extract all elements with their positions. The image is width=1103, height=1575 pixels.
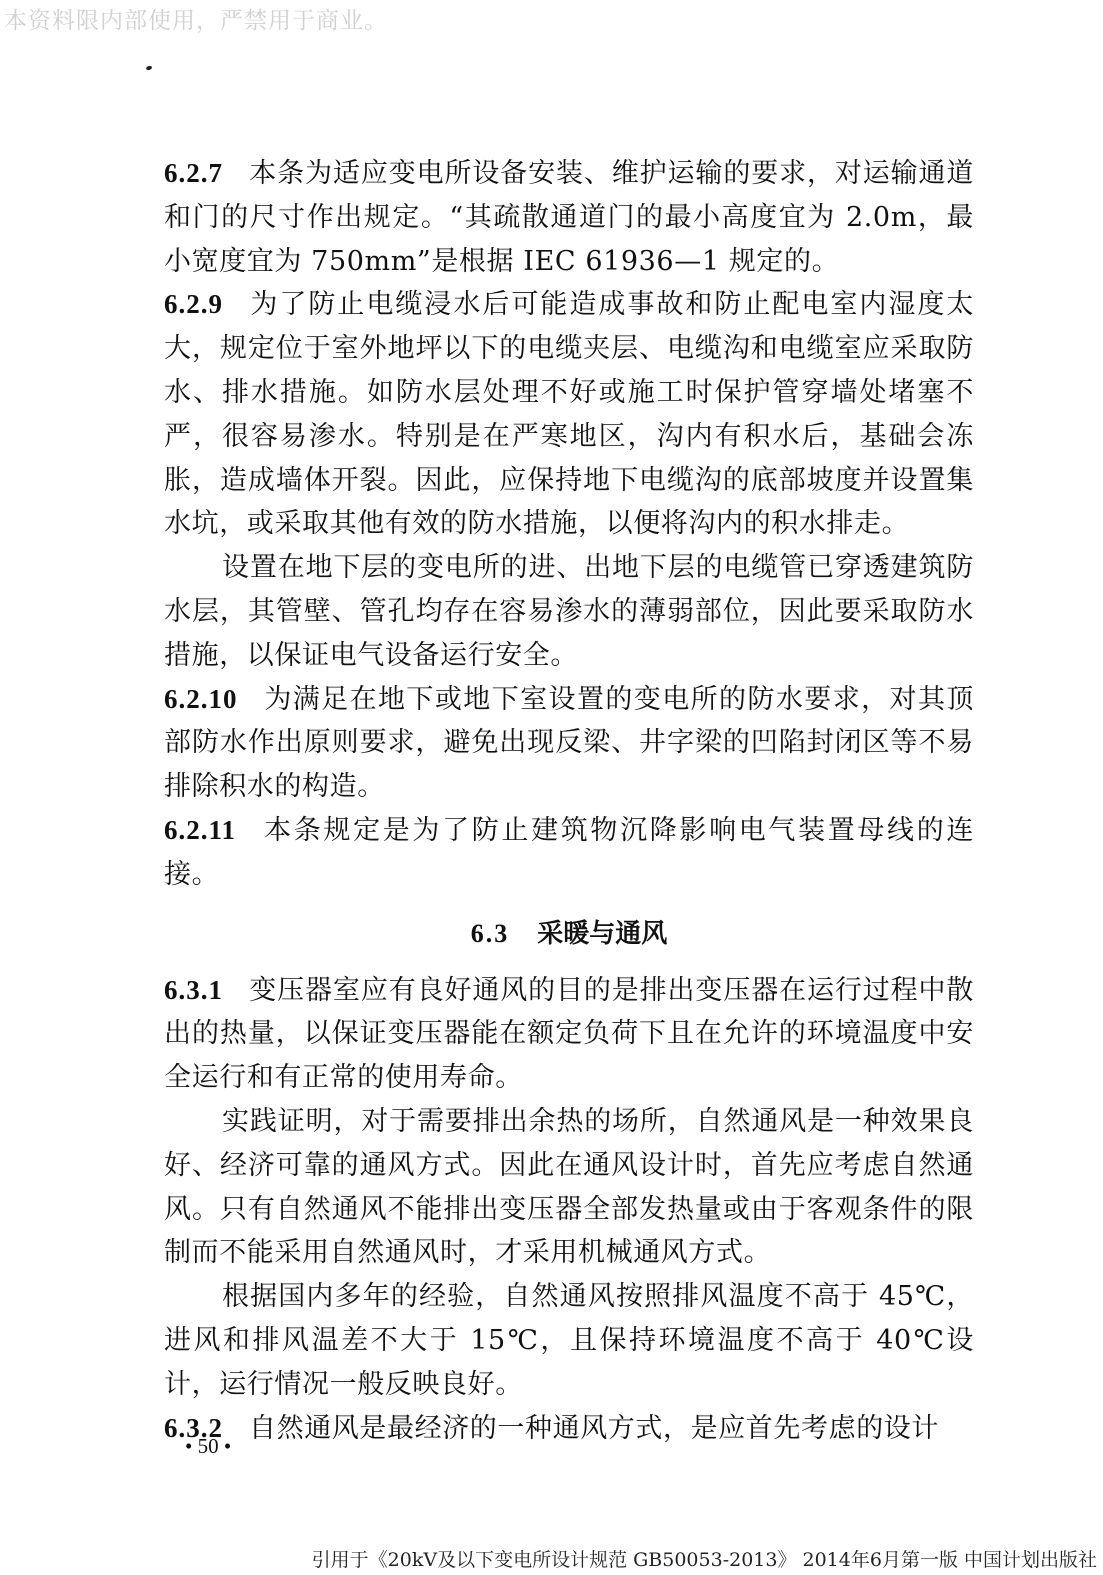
clause-text: 本条规定是为了防止建筑物沉降影响电气装置母线的连接。 (164, 814, 974, 890)
clause-number: 6.2.9 (164, 289, 223, 320)
page-body (164, 152, 974, 1450)
clause-text: 自然通风是最经济的一种通风方式，是应首先考虑的设计 (249, 1412, 939, 1444)
clause-6-3-2 (164, 1407, 974, 1451)
page-number: • 50 • (185, 1434, 232, 1458)
clause-text: 根据国内多年的经验，自然通风按照排风温度不高于 45℃，进风和排风温差不大于 15℃，且保持环境温度不高于 40℃设计，运行情况一般反映良好。 (164, 1281, 974, 1400)
section-heading (164, 911, 974, 957)
clause-6-2-9-continued (164, 546, 974, 677)
clause-6-2-7 (164, 152, 974, 283)
section-number: 6.3 (470, 918, 510, 948)
clause-text: 为了防止电缆浸水后可能造成事故和防止配电室内湿度太大，规定位于室外地坪以下的电缆夹层、电缆沟和电缆室应采取防水、排水措施。如防水层处理不好或施工时保护管穿墙处堵塞不严，很容易渗水。特别是在严寒地区，沟内有积水后，基础会冻胀，造成墙体开裂。因此，应保持地下电缆沟的底部坡度并设置集水坑，或采取其他有效的防水措施，以便将沟内的积水排走。 (164, 289, 974, 540)
clause-number: 6.2.7 (164, 158, 223, 188)
citation-footer: 引用于《20kV及以下变电所设计规范 GB50053-2013》 2014年6月第一版 中国计划出版社 (311, 1549, 1097, 1571)
clause-6-2-10 (164, 678, 974, 809)
clause-6-3-1-continued-2 (164, 1275, 974, 1406)
section-title: 采暖与通风 (537, 918, 668, 949)
clause-text: 本条为适应变电所设备安装、维护运输的要求，对运输通道和门的尺寸作出规定。“其疏散通道门的最小高度宜为 2.0m，最小宽度宜为 750mm”是根据 IEC 61936—1 规定的。 (164, 158, 974, 277)
clause-6-3-1 (164, 969, 974, 1100)
clause-6-2-9 (164, 283, 974, 546)
scan-speck (145, 65, 152, 71)
clause-text: 设置在地下层的变电所的进、出地下层的电缆管已穿透建筑防水层，其管壁、管孔均存在容易渗水的薄弱部位，因此要采取防水措施，以保证电气设备运行安全。 (164, 552, 974, 671)
clause-6-3-1-continued (164, 1100, 974, 1275)
clause-text: 实践证明，对于需要排出余热的场所，自然通风是一种效果良好、经济可靠的通风方式。因此在通风设计时，首先应考虑自然通风。只有自然通风不能排出变压器全部发热量或由于客观条件的限制而不能采用自然通风时，才采用机械通风方式。 (164, 1105, 974, 1269)
clause-text: 为满足在地下或地下室设置的变电所的防水要求，对其顶部防水作出原则要求，避免出现反梁、井字梁的凹陷封闭区等不易排除积水的构造。 (164, 683, 974, 803)
watermark: 本资料限内部使用，严禁用于商业。 (4, 8, 388, 34)
clause-number: 6.2.10 (164, 683, 238, 714)
clause-number: 6.3.1 (164, 974, 223, 1005)
clause-number: 6.2.11 (164, 814, 237, 845)
clause-number: 6.3.2 (164, 1412, 223, 1443)
clause-text: 变压器室应有良好通风的目的是排出变压器在运行过程中散出的热量，以保证变压器能在额定负荷下且在允许的环境温度中安全运行和有正常的使用寿命。 (164, 974, 974, 1094)
clause-6-2-11 (164, 809, 974, 897)
